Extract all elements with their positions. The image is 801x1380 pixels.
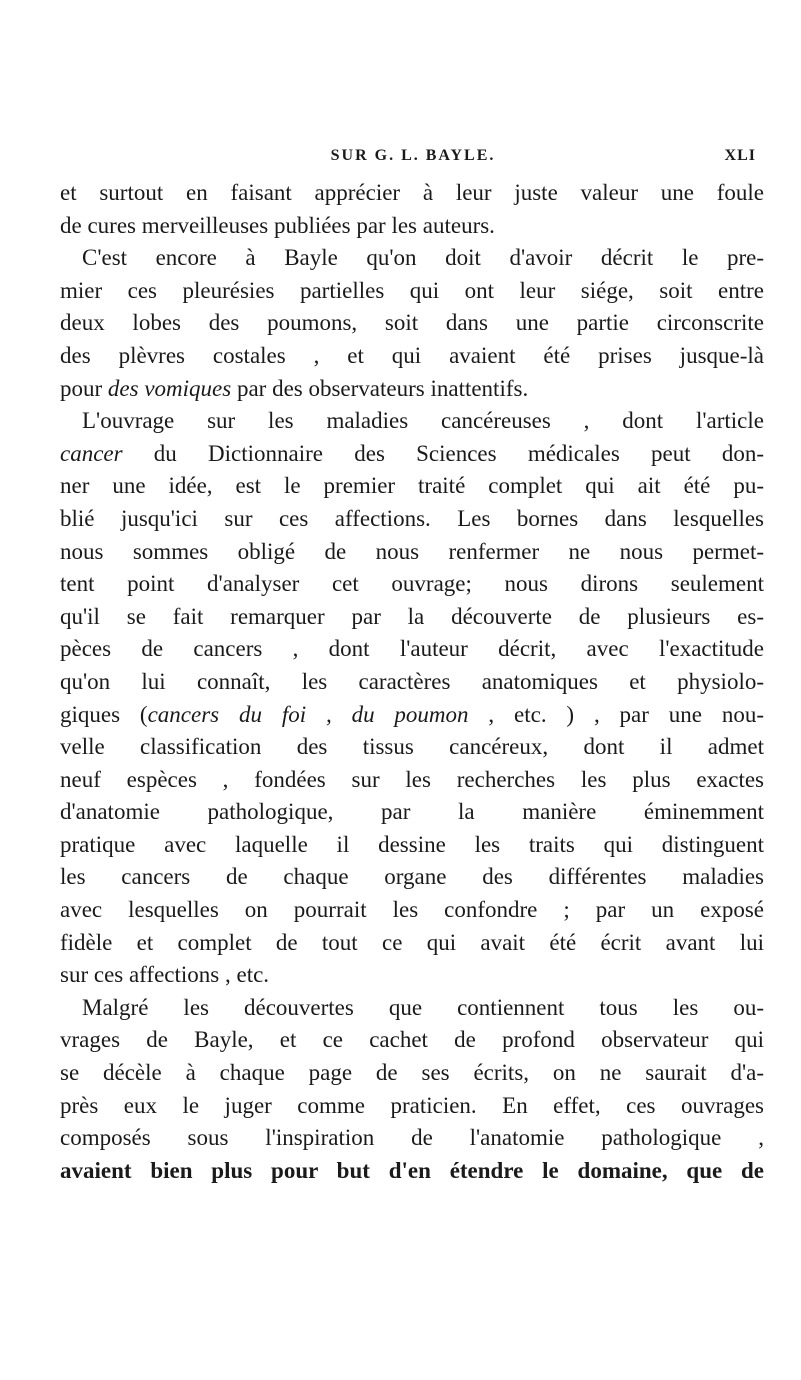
text-line	[60, 927, 764, 960]
text-line	[60, 177, 764, 210]
text-segment: composés sous l'inspiration de l'anatomie pathologique ,	[60, 1125, 764, 1151]
text-line	[60, 242, 764, 275]
text-line	[60, 568, 764, 601]
text-line	[60, 405, 764, 438]
italic-text: cancers du foi , du poumon	[147, 701, 469, 727]
running-title: SUR G. L. BAYLE.	[330, 147, 496, 164]
text-segment: qu'il se fait remarquer par la découverte de plusieurs es-	[60, 603, 764, 629]
text-segment: par des observateurs inattentifs.	[231, 375, 529, 401]
text-line	[60, 1057, 764, 1090]
text-line	[60, 1090, 764, 1123]
italic-text: des vomiques	[107, 375, 232, 401]
text-line	[60, 829, 764, 862]
text-line	[60, 992, 764, 1025]
text-segment: fidèle et complet de tout ce qui avait été écrit avant lui	[60, 929, 764, 955]
text-segment: C'est encore à Bayle qu'on doit d'avoir décrit le pre-	[82, 245, 764, 271]
text-line	[60, 210, 764, 243]
text-segment: les cancers de chaque organe des différentes maladies	[60, 864, 764, 890]
text-line	[60, 438, 764, 471]
text-segment: velle classification des tissus cancéreux, dont il admet	[60, 734, 764, 760]
text-line	[60, 666, 764, 699]
text-line	[60, 536, 764, 569]
body-text	[60, 177, 764, 1187]
text-line	[60, 1122, 764, 1155]
text-segment: pour	[60, 375, 108, 401]
text-segment: et surtout en faisant apprécier à leur juste valeur une foule	[60, 180, 764, 205]
text-segment: d'anatomie pathologique, par la manière éminemment	[60, 799, 764, 825]
text-segment: giques (	[60, 701, 148, 727]
text-segment: des plèvres costales , et qui avaient été prises jusque-là	[60, 342, 764, 368]
italic-text: cancer	[60, 440, 123, 466]
text-segment: se décèle à chaque page de ses écrits, on ne saurait d'a-	[60, 1060, 764, 1086]
text-line	[60, 340, 764, 373]
text-segment: Malgré les découvertes que contiennent tous les ou-	[82, 994, 764, 1020]
text-line	[60, 373, 764, 406]
text-line	[60, 307, 764, 340]
text-segment: avec lesquelles on pourrait les confondre ; par un exposé	[60, 897, 764, 923]
text-segment: pratique avec laquelle il dessine les traits qui distinguent	[60, 831, 764, 857]
text-line	[60, 764, 764, 797]
text-segment: sur ces affections , etc.	[60, 962, 270, 988]
text-line	[60, 633, 764, 666]
text-line	[60, 470, 764, 503]
text-line	[60, 796, 764, 829]
text-segment: ner une idée, est le premier traité complet qui ait été pu-	[60, 473, 764, 499]
text-segment: nous sommes obligé de nous renfermer ne nous permet-	[60, 538, 764, 564]
text-segment: du Dictionnaire des Sciences médicales peut don-	[122, 440, 764, 466]
text-segment: neuf espèces , fondées sur les recherches les plus exactes	[60, 766, 764, 792]
text-segment: qu'on lui connaît, les caractères anatomiques et physiolo-	[60, 668, 764, 694]
text-segment: pèces de cancers , dont l'auteur décrit, avec l'exactitude	[60, 636, 764, 662]
text-segment: tent point d'analyser cet ouvrage; nous dirons seulement	[60, 571, 764, 597]
text-segment: blié jusqu'ici sur ces affections. Les bornes dans lesquelles	[60, 505, 764, 531]
text-segment: L'ouvrage sur les maladies cancéreuses , dont l'article	[82, 408, 764, 434]
text-line	[60, 699, 764, 732]
text-line	[60, 959, 764, 992]
text-line	[60, 503, 764, 536]
text-line	[60, 894, 764, 927]
text-line	[60, 1155, 764, 1188]
text-line	[60, 275, 764, 308]
text-segment: près eux le juger comme praticien. En effet, ces ouvrages	[60, 1092, 764, 1118]
page-number: XLI	[724, 147, 756, 164]
text-line	[60, 601, 764, 634]
text-line	[60, 861, 764, 894]
text-line	[60, 731, 764, 764]
text-segment: mier ces pleurésies partielles qui ont leur siége, soit entre	[60, 277, 764, 303]
text-line	[60, 1024, 764, 1057]
text-segment: vrages de Bayle, et ce cachet de profond observateur qui	[60, 1027, 764, 1053]
text-segment: avaient bien plus pour but d'en étendre le domaine, que de	[60, 1157, 764, 1183]
text-segment: , etc. ) , par une nou-	[468, 701, 764, 727]
text-segment: deux lobes des poumons, soit dans une partie circonscrite	[60, 310, 764, 336]
text-segment: de cures merveilleuses publiées par les auteurs.	[60, 212, 495, 238]
running-head	[60, 147, 766, 171]
